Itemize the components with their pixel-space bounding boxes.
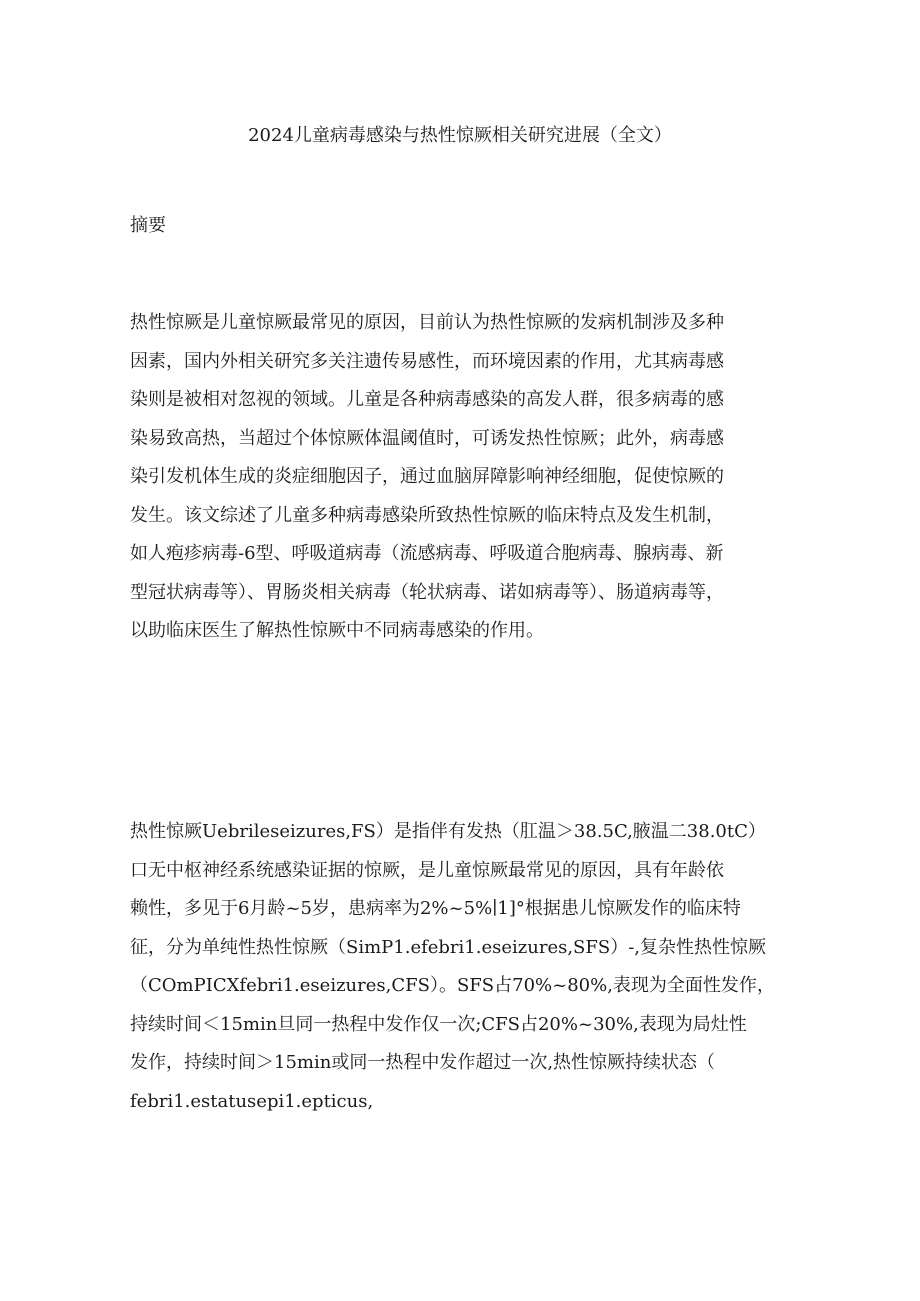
text-line: 因素，国内外相关研究多关注遗传易感性，而环境因素的作用，尤其病毒感 — [130, 350, 724, 372]
text-line: 赖性，多见于6月龄~5岁，患病率为2%~5%∣1]°根据患儿惊厥发作的临床特 — [130, 898, 741, 919]
text-line: 热性惊厥是儿童惊厥最常见的原因，目前认为热性惊厥的发病机制涉及多种 — [130, 312, 724, 333]
text-line: 染引发机体生成的炎症细胞因子，通过血脑屏障影响神经细胞，促使惊厥的 — [130, 466, 724, 487]
text-line: febri1.estatusepi1.epticus, — [130, 1090, 374, 1112]
body-paragraph — [130, 813, 810, 1121]
abstract-heading: 摘要 — [130, 215, 166, 236]
document-title: 2024儿童病毒感染与热性惊厥相关研究进展（全文） — [248, 125, 672, 146]
text-line: 持续时间＜15min旦同一热程中发作仅一次;CFS占20%~30%,表现为局灶性 — [130, 1013, 747, 1035]
text-line: 以助临床医生了解热性惊厥中不同病毒感染的作用。 — [130, 620, 544, 641]
text-line: 染易致高热，当超过个体惊厥体温阈值时，可诱发热性惊厥；此外，病毒感 — [130, 427, 724, 449]
text-line: 热性惊厥Uebrileseizures,FS）是指伴有发热（肛温＞38.5C,腋温二38.0tC） — [130, 821, 766, 842]
text-line: 如人疱疹病毒-6型、呼吸道病毒（流感病毒、呼吸道合胞病毒、腺病毒、新 — [130, 543, 724, 564]
text-line: 发生。该文综述了儿童多种病毒感染所致热性惊厥的临床特点及发生机制， — [130, 504, 724, 526]
text-line: 染则是被相对忽视的领域。儿童是各种病毒感染的高发人群，很多病毒的感 — [130, 389, 724, 410]
text-line: 发作，持续时间＞15min或同一热程中发作超过一次,热性惊厥持续状态（ — [130, 1052, 716, 1073]
text-line: （COmPICXfebri1.eseizures,CFS）。SFS占70%~80%,表现为全面性发作， — [130, 975, 775, 996]
text-line: 型冠状病毒等）、胃肠炎相关病毒（轮状病毒、诺如病毒等）、肠道病毒等， — [130, 581, 724, 603]
text-line: 口无中枢神经系统感染证据的惊厥，是儿童惊厥最常见的原因，具有年龄依 — [130, 859, 724, 881]
abstract-paragraph — [130, 304, 810, 651]
text-line: 征，分为单纯性热性惊厥（SimP1.efebri1.eseizures,SFS）-,复杂性热性惊厥 — [130, 936, 767, 958]
